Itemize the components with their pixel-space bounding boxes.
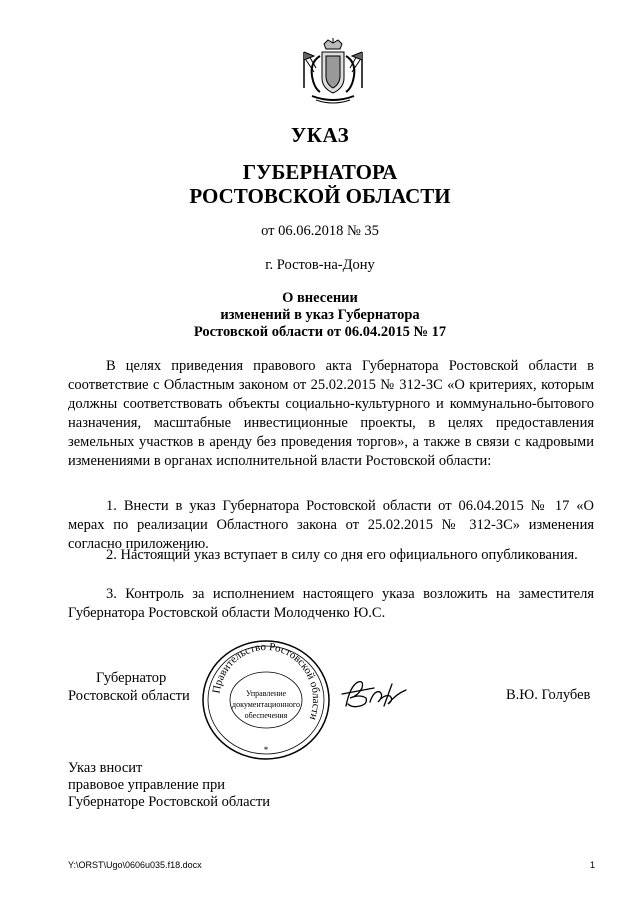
preamble-text: В целях приведения правового акта Губернатора Ростовской области в соответствие с Областным законом от 25.02.2015 № 312-ЗС «О критериях, которым должны соответствовать объекты социально-культурного и коммунально-бытового назначения, масштабные инвестиционные проекты, в целях предоставления земельных участков в аренду без проведения торгов», а также в связи с кадровыми изменениями в органах исполнительной власти Ростовской области: — [68, 358, 594, 469]
signatory-title-line-1: Губернатор — [96, 670, 167, 686]
footer-file-path: Y:\ORST\Ugo\0606u035.f18.docx — [68, 860, 202, 870]
handwritten-signature-icon — [340, 676, 410, 712]
seal-center-line-2: документационного — [232, 700, 300, 709]
submitted-by-line-2: правовое управление при — [68, 777, 226, 793]
item-3-paragraph — [68, 585, 594, 623]
subject-line-1: О внесении — [282, 290, 358, 306]
item-2-paragraph — [68, 546, 594, 565]
issuer-line-2: РОСТОВСКОЙ ОБЛАСТИ — [189, 184, 451, 208]
issuer-line-1: ГУБЕРНАТОРА — [242, 160, 398, 184]
footer-page-number: 1 — [589, 860, 595, 870]
item-2-text: 2. Настоящий указ вступает в силу со дня его официального опубликования. — [106, 547, 578, 563]
place: г. Ростов-на-Дону — [265, 257, 375, 273]
official-seal-icon — [199, 638, 333, 762]
preamble-paragraph — [68, 357, 594, 471]
item-1-text: 1. Внести в указ Губернатора Ростовской области от 06.04.2015 № 17 «О мерах по реализации Областного закона от 25.02.2015 № 312-ЗС» изменения согласно приложению. — [68, 498, 594, 552]
coat-of-arms-icon — [298, 38, 368, 106]
document-type-heading: УКАЗ — [290, 123, 350, 147]
item-3-text: 3. Контроль за исполнением настоящего указа возложить на заместителя Губернатора Ростовской области Молодченко Ю.С. — [68, 586, 594, 621]
seal-center-line-1: Управление — [245, 689, 287, 698]
subject-line-3: Ростовской области от 06.04.2015 № 17 — [193, 324, 447, 340]
svg-text:*: * — [263, 745, 269, 755]
seal-ring-text: Правительство Ростовской области — [210, 640, 323, 722]
signatory-title-line-2: Ростовской области — [68, 688, 190, 704]
submitted-by-line-1: Указ вносит — [68, 760, 143, 776]
subject-line-2: изменений в указ Губернатора — [220, 307, 420, 323]
date-number: от 06.06.2018 № 35 — [261, 223, 379, 239]
signatory-name: В.Ю. Голубев — [506, 687, 591, 703]
seal-center-line-3: обеспечения — [244, 711, 288, 720]
submitted-by-line-3: Губернаторе Ростовской области — [68, 794, 271, 810]
